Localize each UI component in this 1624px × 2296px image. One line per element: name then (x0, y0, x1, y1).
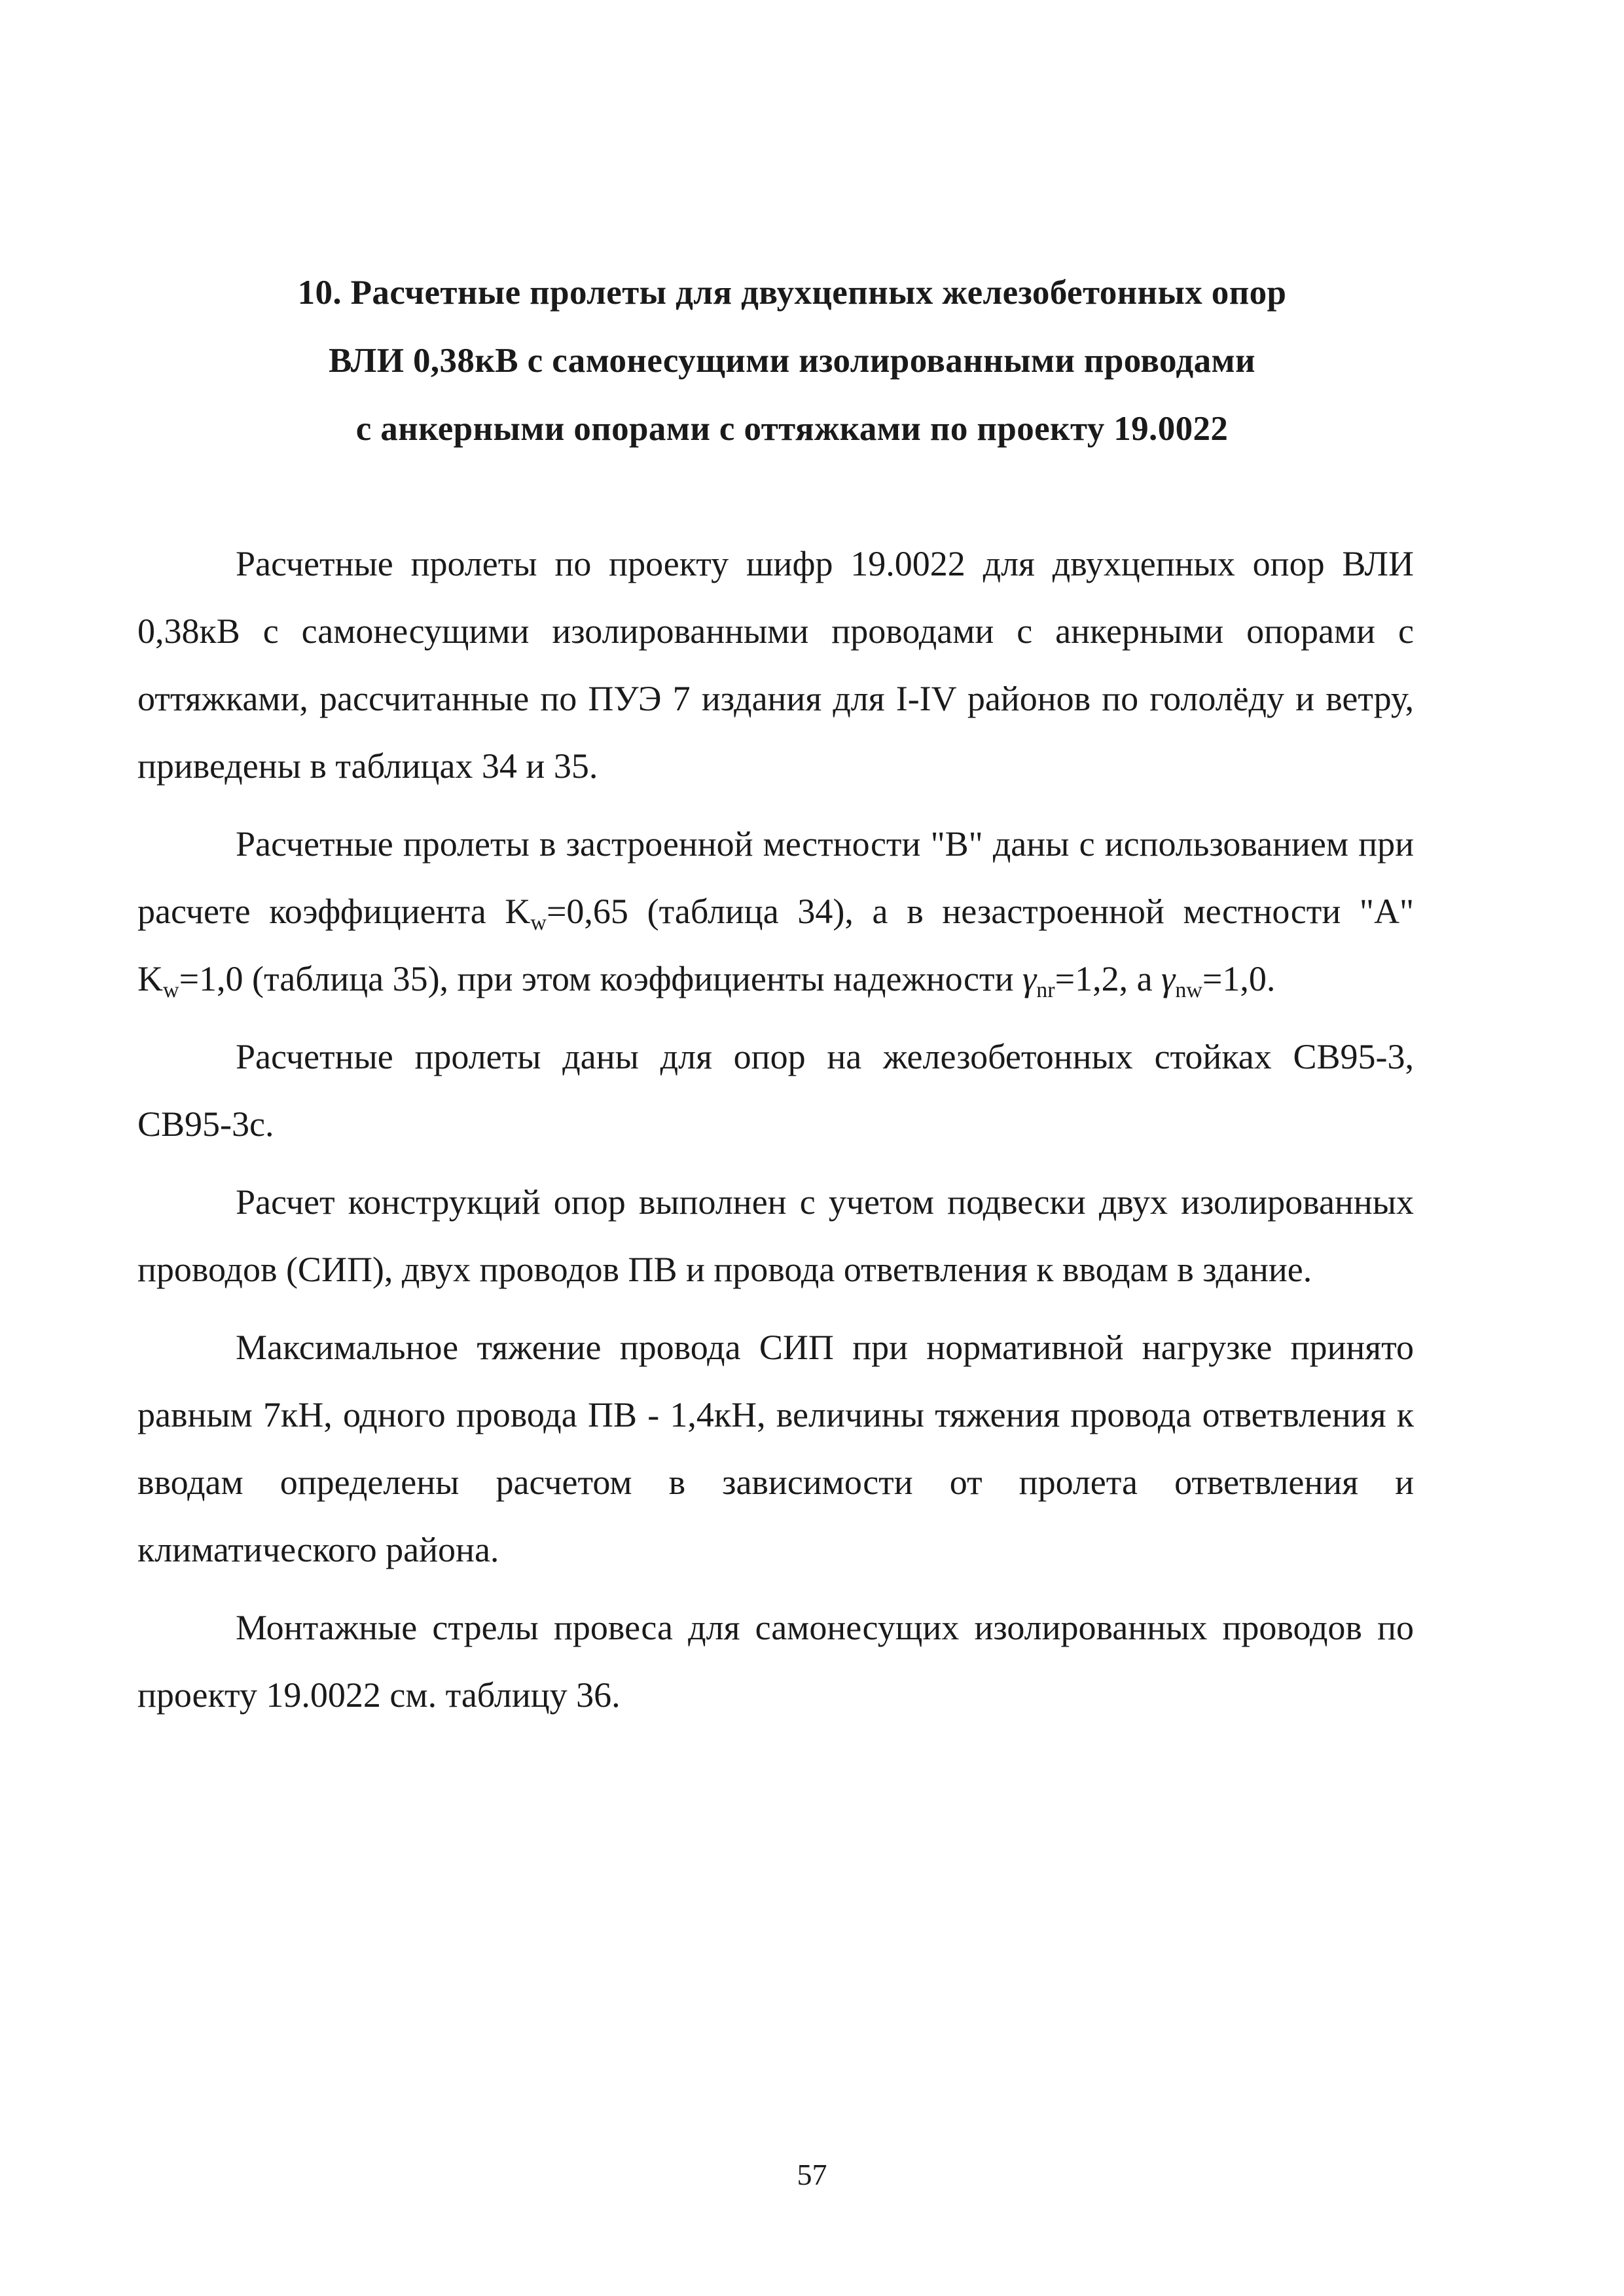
paragraph-2 (137, 811, 1414, 1013)
subscript-w-1: w (530, 911, 547, 935)
heading-line-2: ВЛИ 0,38кВ с самонесущими изолированными проводами (329, 342, 1255, 380)
subscript-w-2: w (163, 978, 179, 1002)
paragraph-2-text-3: =1,0 (таблица 35), при этом коэффициенты надежности (179, 959, 1022, 998)
paragraph-4: Расчет конструкций опор выполнен с учетом подвески двух изолированных проводов (СИП), двух проводов ПВ и провода ответвления к вводам в здание. (137, 1182, 1414, 1289)
paragraph-2-text-4: =1,2, а (1055, 959, 1162, 998)
paragraph-3: Расчетные пролеты даны для опор на железобетонных стойках СВ95-3, СВ95-3с. (137, 1037, 1414, 1144)
body-text (137, 530, 1414, 1729)
subscript-nr: nr (1036, 978, 1055, 1002)
paragraph-1: Расчетные пролеты по проекту шифр 19.0022 для двухцепных опор ВЛИ 0,38кВ с самонесущими изолированными проводами с анкерными опорами с оттяжками, рассчитанные по ПУЭ 7 издания для I-IV районов по гололёду и ветру, приведены в таблицах 34 и 35. (137, 544, 1414, 786)
section-heading (236, 259, 1348, 463)
subscript-nw: nw (1175, 978, 1202, 1002)
paragraph-2-text-1: Расчетные пролеты в застроенной местности "В" даны с использованием при расчете коэффициента K (137, 824, 1414, 931)
paragraph-6: Монтажные стрелы провеса для самонесущих изолированных проводов по проекту 19.0022 см. таблицу 36. (137, 1608, 1414, 1715)
heading-line-3: с анкерными опорами с оттяжками по проекту 19.0022 (355, 410, 1229, 448)
gamma-symbol-1: γ (1022, 959, 1037, 998)
gamma-symbol-2: γ (1161, 959, 1176, 998)
paragraph-2-text-5: =1,0. (1202, 959, 1276, 998)
paragraph-2-text-2: =0,65 (таблица 34), а в незастроенной местности "А" K (137, 892, 1414, 998)
heading-line-1: 10. Расчетные пролеты для двухцепных железобетонных опор (297, 274, 1287, 312)
page-number: 57 (797, 2158, 827, 2191)
paragraph-5: Максимальное тяжение провода СИП при нормативной нагрузке принято равным 7кН, одного провода ПВ - 1,4кН, величины тяжения провода ответвления к вводам определены расчетом в зависимости от пролета ответвления и климатического района. (137, 1328, 1414, 1569)
